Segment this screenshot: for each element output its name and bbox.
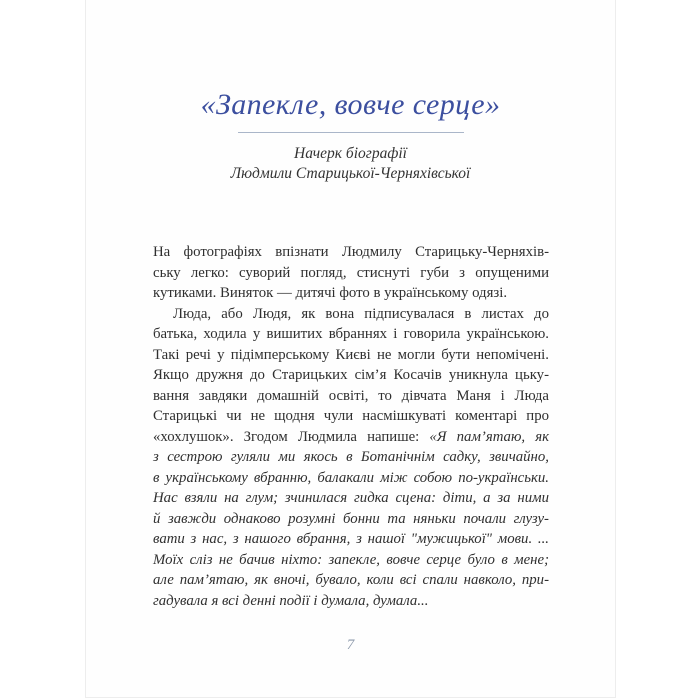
quote-segment: й завжди однаково розумні бонни та няньки почали глузу- [153, 510, 549, 527]
text-line [153, 550, 549, 571]
narrative-segment: Люда, або Людя, як вона підписувалася в листах до [173, 305, 549, 322]
text-line [153, 345, 549, 366]
text-line [153, 427, 549, 448]
subtitle-line-2: Людмили Старицької-Черняхівської [230, 165, 471, 182]
subtitle-line-1: Начерк біографії [294, 145, 407, 162]
text-line [153, 570, 549, 591]
text-line [153, 591, 549, 612]
quote-segment: в українському вбранню, балакали між собою по-українськи. [153, 469, 549, 486]
quote-segment: вати з нас, з нашого вбрання, з нашої "мужицької" мови. ... [153, 531, 549, 547]
narrative-segment: «хохлушок». Згодом Людмила напише: [153, 428, 430, 445]
text-line [153, 406, 549, 427]
narrative-segment: кутиками. Виняток — дитячі фото в українському одязі. [153, 285, 508, 301]
quote-segment: Нас взяли на глум; зчинилася гидка сцена: діти, а за ними [153, 490, 549, 506]
quote-segment: Моїх сліз не бачив ніхто: запекле, вовче серце було в мене; [153, 551, 549, 568]
narrative-segment: На фотографіях впізнати Людмилу Старицьку-Черняхів- [153, 244, 549, 260]
text-line [153, 324, 549, 345]
text-line [153, 304, 549, 325]
narrative-segment: Якщо дружня до Старицьких сім’я Косачів уникнула цьку- [153, 367, 549, 383]
narrative-segment: Старицькі чи не щодня чули насмішкуваті коментарі про [153, 408, 549, 424]
title-divider [238, 132, 464, 133]
page-number: 7 [346, 637, 355, 653]
book-page [85, 0, 616, 698]
subtitle [86, 144, 615, 184]
text-line [153, 529, 549, 550]
narrative-segment: вання завдяки домашній освіті, то дівчата Маня і Люда [153, 387, 549, 404]
chapter-title: «Запекле, вовче серце» [200, 88, 501, 121]
text-line [153, 365, 549, 386]
text-line [153, 263, 549, 284]
text-line [153, 488, 549, 509]
quote-segment: гадувала я всі денні події і думала, думала... [153, 592, 429, 609]
quote-segment: з сестрою гуляли ми якось в Ботанічнім садку, звичайно, [153, 449, 549, 465]
quote-segment: але пам’ятаю, як вночі, бувало, коли всі спали навколо, при- [153, 572, 549, 588]
narrative-segment: ську легко: суворий погляд, стиснуті губи з опущеними [153, 264, 549, 281]
text-line [153, 283, 549, 304]
narrative-segment: Такі речі у підімперському Києві не могли бути непомічені. [153, 346, 549, 363]
text-line [153, 386, 549, 407]
narrative-segment: батька, ходила у вишитих вбраннях і говорила українською. [153, 326, 549, 342]
text-line [153, 468, 549, 489]
text-line [153, 509, 549, 530]
quote-segment: «Я пам’ятаю, як [429, 428, 550, 445]
body-text [153, 242, 549, 611]
text-line [153, 447, 549, 468]
text-line [153, 242, 549, 263]
